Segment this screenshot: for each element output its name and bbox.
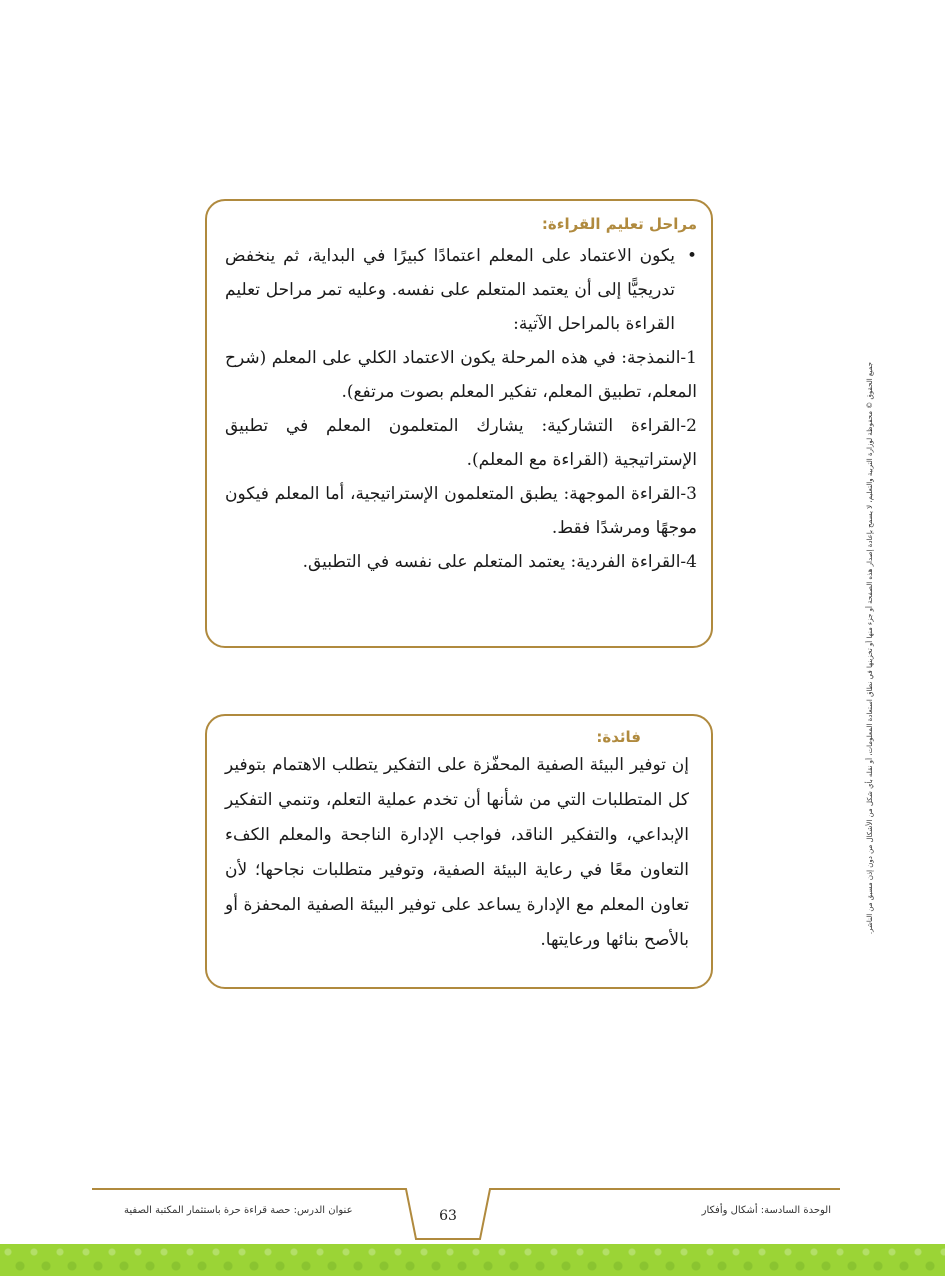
footer-unit-title: الوحدة السادسة: أشكال وأفكار [701,1205,831,1216]
decorative-green-strip [0,1244,945,1276]
step-guided-reading: 3-القراءة الموجهة: يطبق المتعلمون الإستراتيجية، أما المعلم فيكون موجهًا ومرشدًا فقط. [225,484,697,538]
benefit-text: إن توفير البيئة الصفية المحفّزة على التفكير يتطلب الاهتمام بتوفير كل المتطلبات التي من شأنها أن تخدم عملية التعلم، وتنمي التفكير الإبداعي، والتفكير الناقد، فواجب الإدارة الناجحة والمعلم الكفء التعاون معًا في رعاية البيئة الصفية، وتوفير متطلبات نجاحها؛ لأن تعاون المعلم مع الإدارة يساعد على توفير البيئة الصفية المحفزة أو بالأصح بنائها ورعايتها. [225,755,689,950]
reading-stages-title: مراحل تعليم القراءة: [541,215,697,233]
step-modeling: 1-النمذجة: في هذه المرحلة يكون الاعتماد الكلي على المعلم (شرح المعلم، تطبيق المعلم، تفكير المعلم بصوت مرتفع). [225,348,697,402]
step-shared-reading: 2-القراءة التشاركية: يشارك المتعلمون المعلم في تطبيق الإستراتيجية (القراءة مع المعلم). [225,416,697,470]
copyright-note [860,300,880,995]
page-number: 63 [439,1208,457,1224]
bullet-item [225,239,697,341]
bullet-text: يكون الاعتماد على المعلم اعتمادًا كبيرًا في البداية، ثم ينخفض تدريجيًّا إلى أن يعتمد المتعلم على نفسه. وعليه تمر مراحل تعليم القراءة بالمراحل الآتية: [225,246,675,334]
copyright-text: جميع الحقوق © محفوظة لوزارة التربية والتعليم، لا يسمح بإعادة إصدار هذه الصفحة أو جزء منها أو تخزينها في نطاق استعادة المعلومات، أو نقله بأي شكل من الأشكال من دون إذن مسبق من الناشر. [866,361,874,934]
footer-lesson-title: عنوان الدرس: حصة قراءة حرة باستثمار المكتبة الصفية [124,1205,353,1216]
benefit-title: فائدة: [596,728,641,746]
reading-stages-box [205,199,713,648]
benefit-box [205,714,713,989]
bullet-dot-icon: • [686,246,697,266]
step-independent-reading: 4-القراءة الفردية: يعتمد المتعلم على نفسه في التطبيق. [302,552,697,572]
